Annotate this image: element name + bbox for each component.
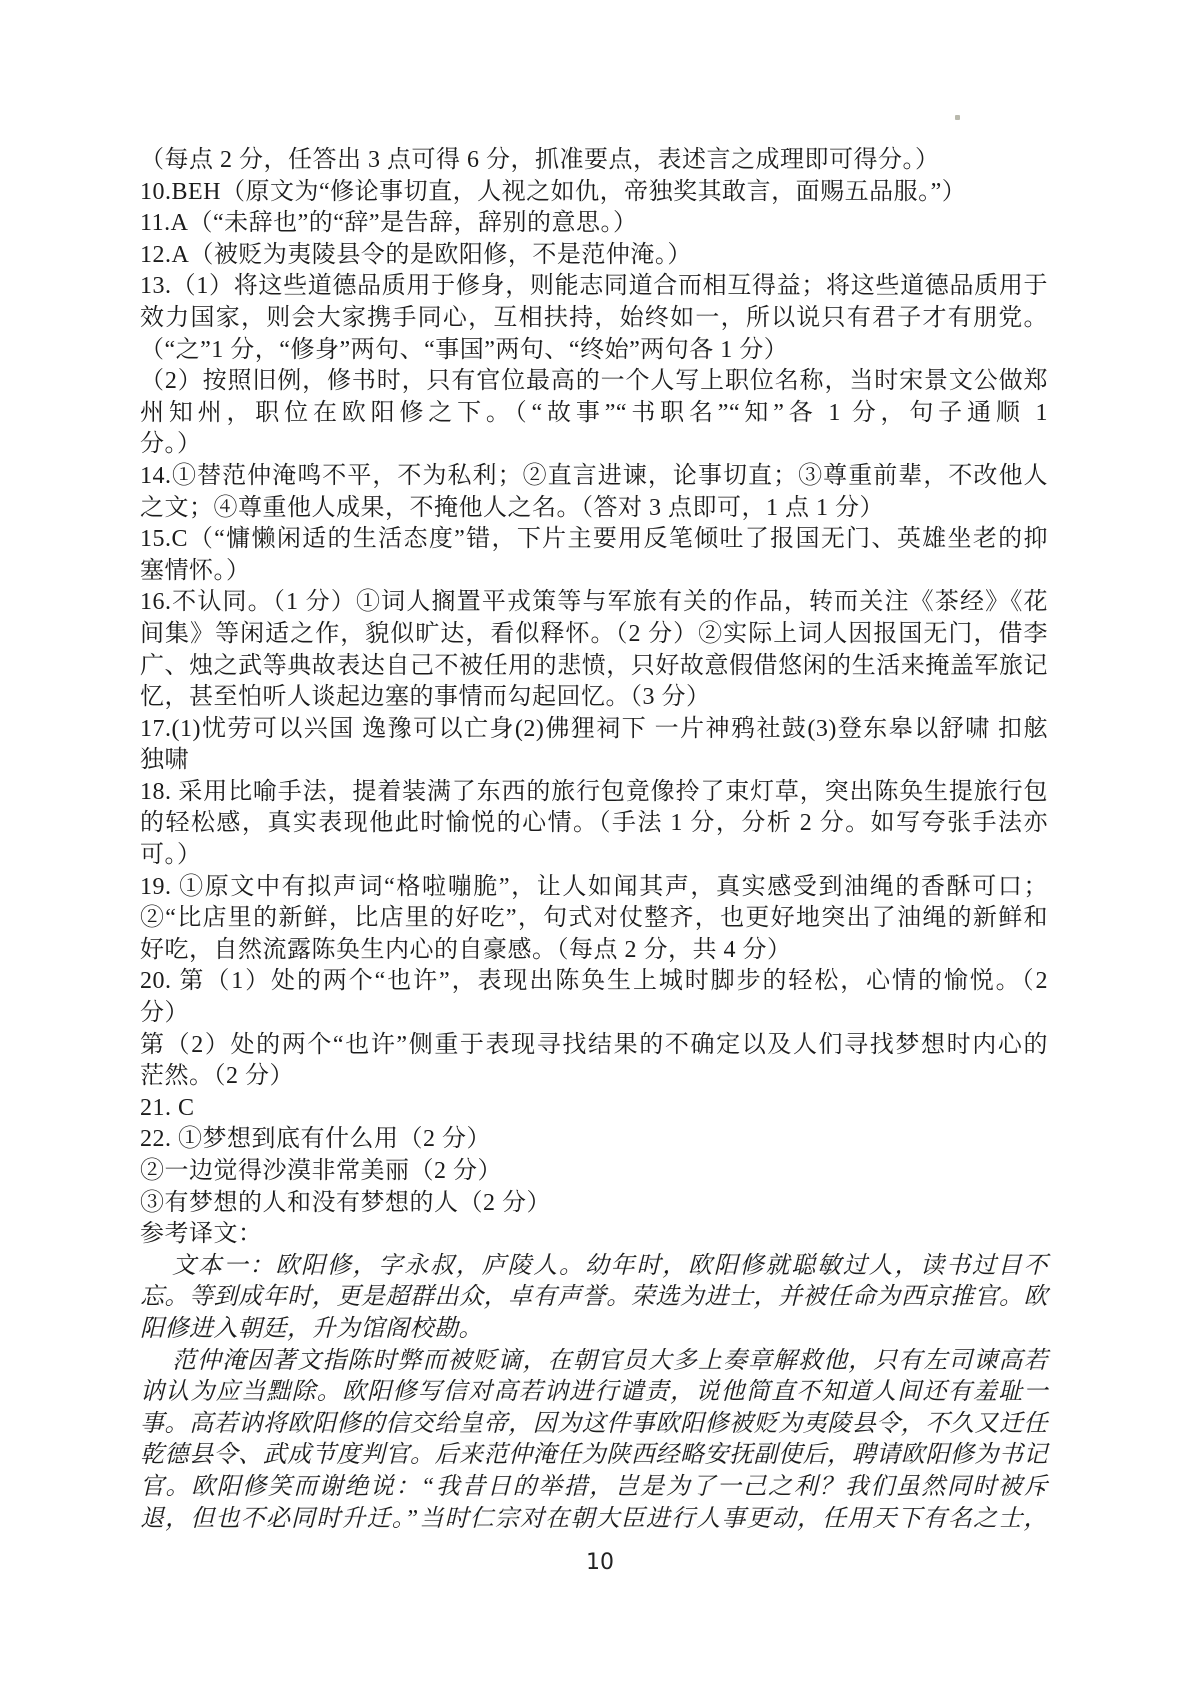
answer-line: 16.不认同。（1 分）①词人搁置平戎策等与军旅有关的作品，转而关注《茶经》《花 [140,589,1048,616]
answer-line: 效力国家，则会大家携手同心，互相扶持，始终如一，所以说只有君子才有朋党。 [140,304,1048,331]
answer-line: 19. ①原文中有拟声词“格啦嘣脆”，让人如闻其声，真实感受到油绳的香酥可口； [140,873,1048,900]
page-number: 10 [586,1550,614,1575]
translation-line: 阳修进入朝廷，升为馆阁校勘。 [140,1315,483,1342]
answer-line: （“之”1 分，“修身”两句、“事国”两句、“终始”两句各 1 分） [140,336,789,363]
answer-line: 独啸 [140,747,189,774]
answer-line: 17.(1)忧劳可以兴国 逸豫可以亡身(2)佛狸祠下 一片神鸦社鼓(3)登东皋以舒啸 扣舷 [140,715,1048,742]
answer-line: ③有梦想的人和没有梦想的人（2 分） [140,1189,551,1216]
answer-line: 15.C（“慵懒闲适的生活态度”错，下片主要用反笔倾吐了报国无门、英雄坐老的抑 [140,526,1048,553]
translation-line: 退，但也不必同时升迁。”当时仁宗对在朝大臣进行人事更动，任用天下有名之士， [140,1505,1048,1532]
answer-line: 第（2）处的两个“也许”侧重于表现寻找结果的不确定以及人们寻找梦想时内心的 [140,1031,1048,1058]
answer-line: 20. 第（1）处的两个“也许”，表现出陈奂生上城时脚步的轻松，心情的愉悦。（2 [140,968,1048,995]
answer-line: 22. ①梦想到底有什么用（2 分） [140,1126,491,1153]
answer-line: （每点 2 分，任答出 3 点可得 6 分，抓准要点，表述言之成理即可得分。） [140,147,940,173]
answer-line: 忆，甚至怕听人谈起边塞的事情而勾起回忆。（3 分） [140,684,711,711]
scan-speck [955,115,960,120]
answer-line: 13.（1）将这些道德品质用于修身，则能志同道合而相互得益；将这些道德品质用于 [140,273,1048,300]
translation-line: 忘。等到成年时，更是超群出众，卓有声誉。荣选为进士，并被任命为西京推官。欧 [140,1284,1048,1311]
answer-line: 分） [140,1000,189,1027]
answer-line: 塞情怀。） [140,557,251,584]
translation-line: 文本一：欧阳修，字永叔，庐陵人。幼年时，欧阳修就聪敏过人，读书过目不 [172,1252,1048,1279]
answer-line: ②一边觉得沙漠非常美丽（2 分） [140,1158,502,1184]
answer-line: 11.A（“未辞也”的“辞”是告辞，辞别的意思。） [140,210,638,237]
answer-line: 分。） [140,431,202,458]
answer-line: 广、烛之武等典故表达自己不被任用的悲愤，只好故意假借悠闲的生活来掩盖军旅记 [140,652,1048,679]
answer-line: 18. 采用比喻手法，提着装满了东西的旅行包竟像拎了束灯草，突出陈奂生提旅行包 [140,778,1048,805]
answer-key-text [140,145,1048,1535]
answer-line: 州知州，职位在欧阳修之下。（“故事”“书职名”“知”各 1 分，句子通顺 1 [140,399,1048,426]
translation-line: 官。欧阳修笑而谢绝说：“我昔日的举措，岂是为了一己之利？我们虽然同时被斥 [140,1473,1048,1500]
translation-line: 范仲淹因著文指陈时弊而被贬谪，在朝官员大多上奏章解救他，只有左司谏高若 [172,1347,1048,1374]
answer-line: 12.A（被贬为夷陵县令的是欧阳修，不是范仲淹。） [140,241,692,268]
answer-line: 的轻松感，真实表现他此时愉悦的心情。（手法 1 分，分析 2 分。如写夸张手法亦 [140,810,1048,837]
translation-line: 乾德县令、武成节度判官。后来范仲淹任为陕西经略安抚副使后，聘请欧阳修为书记 [140,1442,1048,1469]
translation-line: 讷认为应当黜除。欧阳修写信对高若讷进行谴责，说他简直不知道人间还有羞耻一 [140,1379,1048,1406]
answer-line: ②“比店里的新鲜，比店里的好吃”，句式对仗整齐，也更好地突出了油绳的新鲜和 [140,905,1048,932]
reference-translation-heading: 参考译文： [140,1221,263,1248]
answer-line: 茫然。（2 分） [140,1063,294,1090]
answer-line: 10.BEH（原文为“修论事切直，人视之如仇，帝独奖其敢言，面赐五品服。”） [140,178,967,205]
answer-line: 21. C [140,1094,195,1121]
answer-line: （2）按照旧例，修书时，只有官位最高的一个人写上职位名称，当时宋景文公做郑 [140,368,1048,395]
translation-line: 事。高若讷将欧阳修的信交给皇帝，因为这件事欧阳修被贬为夷陵县令，不久又迁任 [140,1410,1048,1437]
answer-line: 14.①替范仲淹鸣不平，不为私利；②直言进谏，论事切直；③尊重前辈，不改他人 [140,462,1048,489]
answer-line: 可。） [140,842,202,869]
answer-line: 好吃，自然流露陈奂生内心的自豪感。（每点 2 分，共 4 分） [140,936,792,963]
answer-line: 之文；④尊重他人成果，不掩他人之名。（答对 3 点即可，1 点 1 分） [140,494,884,521]
answer-line: 间集》等闲适之作，貌似旷达，看似释怀。（2 分）②实际上词人因报国无门，借李 [140,620,1048,647]
